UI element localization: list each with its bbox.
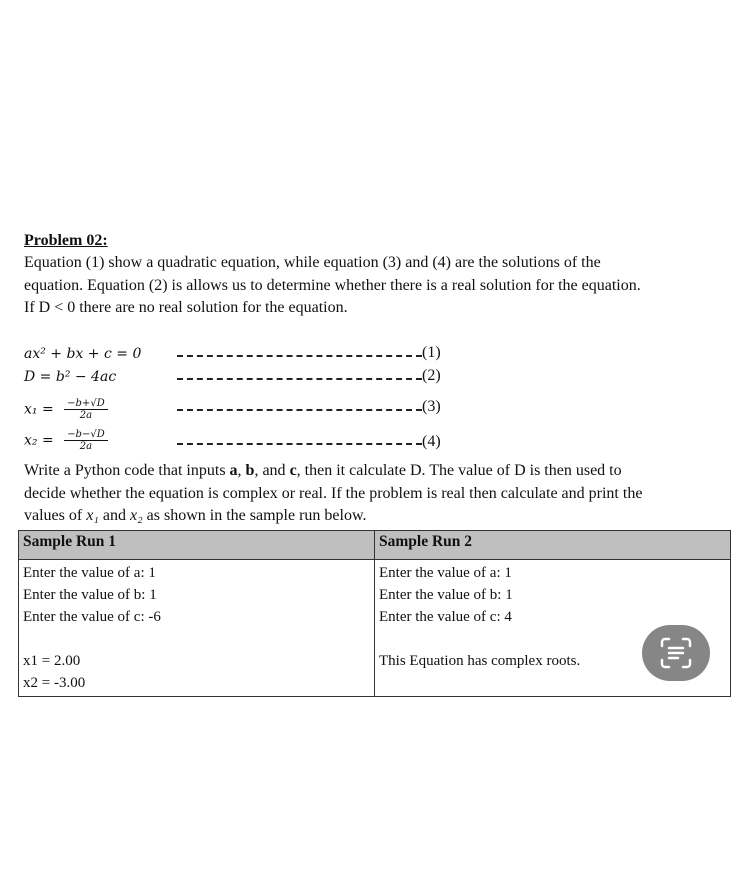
equation-4-lhs: x₂ = — [24, 432, 54, 449]
run1-output-x2: x2 = -3.00 — [23, 675, 86, 691]
var-x1: x₁ — [86, 507, 99, 524]
run2-output-message: This Equation has complex roots. — [379, 653, 581, 669]
equation-3-denominator: 2a — [79, 410, 93, 421]
run1-output-x1: x1 = 2.00 — [23, 653, 81, 669]
sample-run-1-header: Sample Run 1 — [19, 531, 375, 560]
var-b: b — [245, 462, 255, 479]
equation-3-fraction — [64, 398, 108, 421]
run1-input-b: Enter the value of b: 1 — [23, 587, 157, 603]
dashed-leader — [177, 409, 422, 411]
equation-2-expr: D = b² − 4ac — [24, 369, 117, 385]
run1-input-a: Enter the value of a: 1 — [23, 565, 156, 581]
sample-run-1-body — [19, 560, 375, 697]
equation-3-lhs: x₁ = — [24, 401, 54, 418]
equation-4-numerator: −b−√D — [64, 429, 108, 441]
run1-input-c: Enter the value of c: -6 — [23, 609, 161, 625]
text-scan-button[interactable] — [642, 625, 710, 681]
dashed-leader — [177, 378, 422, 380]
var-a: a — [229, 462, 238, 479]
equation-4-number: (4) — [422, 433, 441, 450]
dashed-leader — [177, 355, 422, 357]
instructions: Write a Python code that inputs a, b, and c, then it calculate D. The value of D is then used to decide whether the equation is complex or real. If the problem is real then calculate and print the values of x₁ and x₂ as shown in the sample run below. — [24, 462, 643, 524]
var-x2: x₂ — [129, 507, 143, 524]
run2-input-a: Enter the value of a: 1 — [379, 565, 512, 581]
equation-1 — [24, 344, 454, 366]
equation-1-number: (1) — [422, 344, 441, 361]
equation-2-number: (2) — [422, 367, 441, 384]
text-scan-icon — [659, 636, 693, 670]
sample-runs-table — [18, 530, 731, 697]
equation-4-fraction — [64, 429, 108, 452]
var-c: c — [289, 462, 297, 479]
equation-1-expr: ax² + bx + c = 0 — [24, 346, 142, 362]
dashed-leader — [177, 443, 422, 445]
run2-input-b: Enter the value of b: 1 — [379, 587, 513, 603]
equation-4 — [24, 429, 454, 459]
run2-input-c: Enter the value of c: 4 — [379, 609, 512, 625]
equation-3-number: (3) — [422, 398, 441, 415]
equation-3 — [24, 398, 454, 428]
problem-description: Equation (1) show a quadratic equation, while equation (3) and (4) are the solutions of the equation. Equation (2) is allows us to determine whether there is a real solution for the equation. If D < 0 there are no real solution for the equation. — [24, 254, 641, 316]
problem-title: Problem 02: — [24, 232, 108, 249]
equation-4-denominator: 2a — [79, 441, 93, 452]
equation-2 — [24, 367, 454, 389]
equation-3-numerator: −b+√D — [64, 398, 108, 410]
sample-run-2-header: Sample Run 2 — [375, 531, 731, 560]
